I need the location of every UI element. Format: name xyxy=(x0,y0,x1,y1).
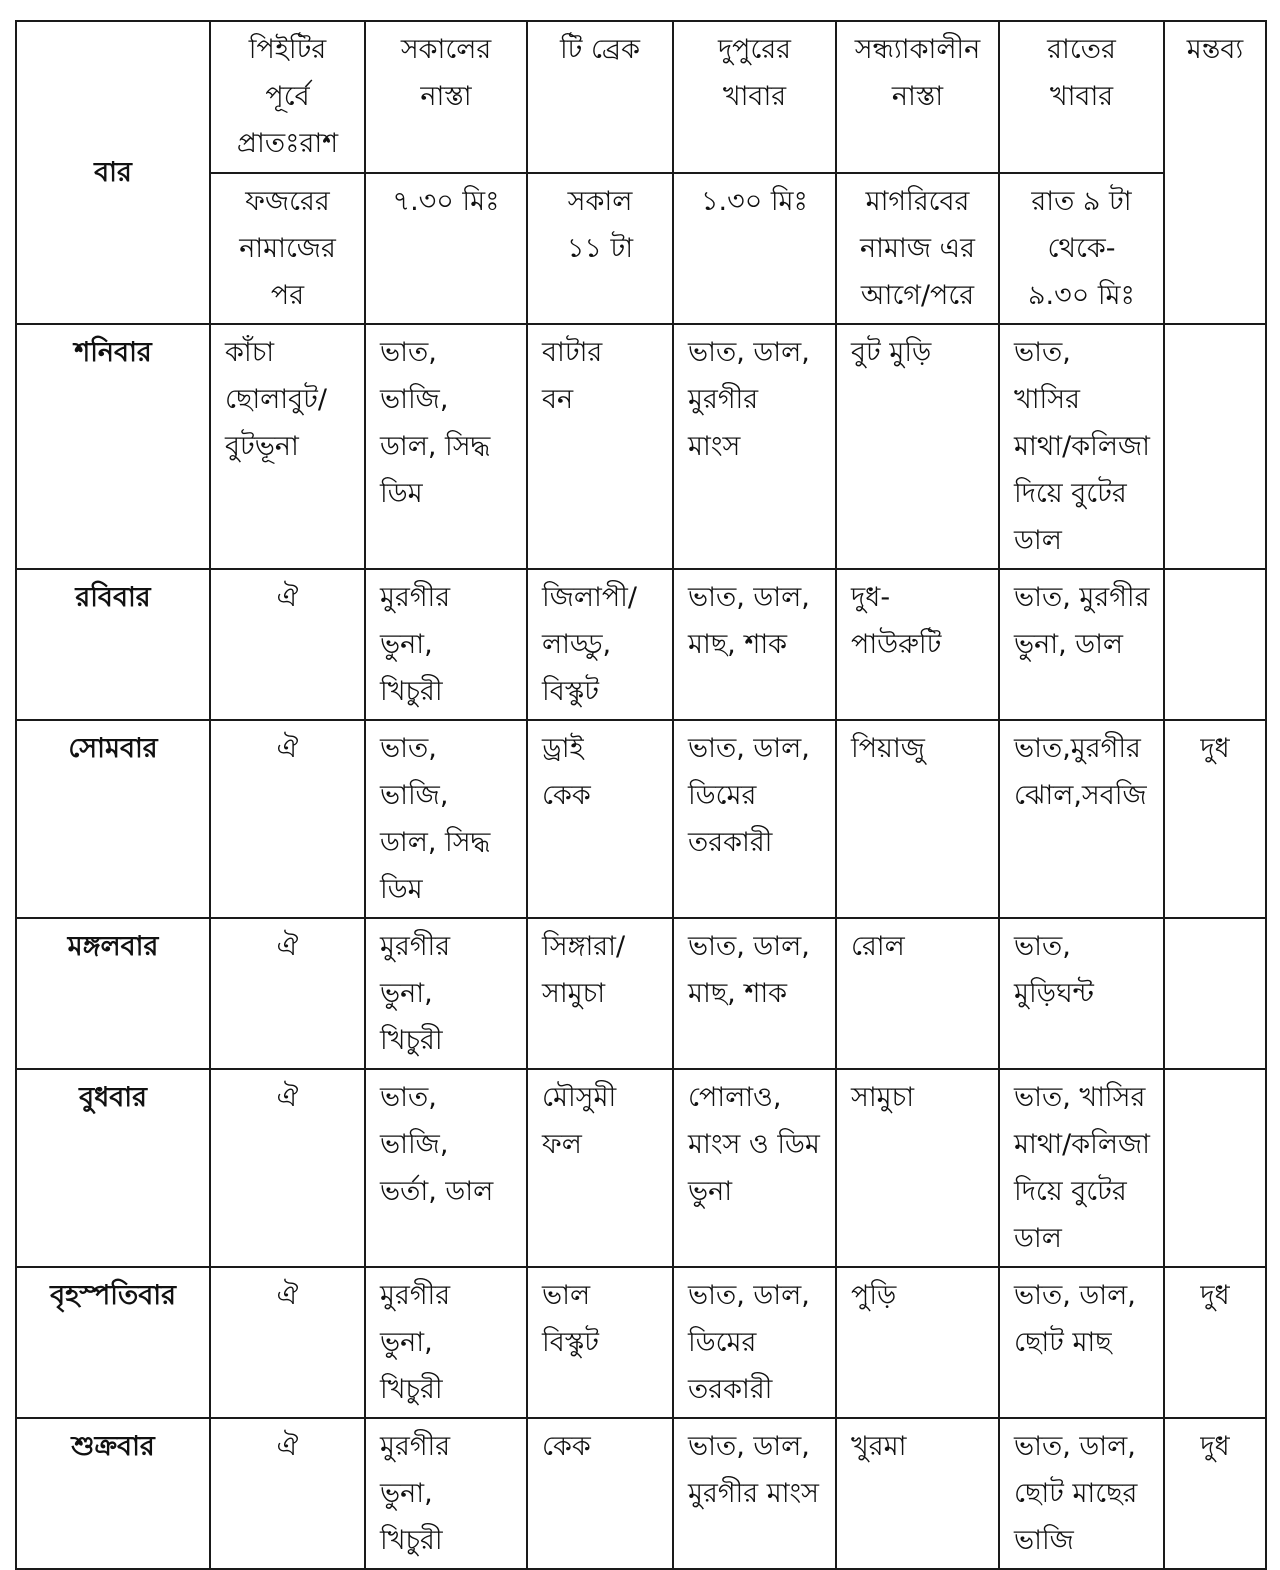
cell-text-line: বিস্কুট xyxy=(542,1327,599,1358)
cell-text-line: খাসির xyxy=(1014,384,1080,415)
cell-text-line: ভুনা, xyxy=(380,1327,433,1358)
cell-text-line: লাড্ডু, xyxy=(542,629,612,660)
cell-text-line: ভাত, ডাল, xyxy=(688,1280,810,1311)
cell-text-line: কেক xyxy=(542,1431,591,1462)
meal-cell-lunch xyxy=(673,720,836,918)
cell-text-line: ডাল xyxy=(1014,1223,1062,1254)
meal-cell-pre-pt-breakfast xyxy=(210,324,365,569)
cell-text-line: ভাত, ডাল, xyxy=(688,1431,810,1462)
cell-text-line: ঐ xyxy=(276,1280,299,1311)
cell-text-line: ভাজি xyxy=(1014,1525,1074,1556)
cell-text-line: দিয়ে বুটের xyxy=(1014,1176,1127,1207)
cell-text-line: থেকে- xyxy=(1047,233,1116,264)
cell-text-line: ভাত, xyxy=(380,337,437,368)
meal-cell-morning-snack xyxy=(365,720,527,918)
meal-cell-morning-snack xyxy=(365,1267,527,1418)
cell-text-line: ঐ xyxy=(276,1082,299,1113)
cell-text-line: ভাত,মুরগীর xyxy=(1014,733,1141,764)
cell-text-line: ভাত, xyxy=(1014,337,1071,368)
cell-text-line: মৌসুমী xyxy=(542,1082,617,1113)
cell-text-line: ঐ xyxy=(276,733,299,764)
cell-text-line: ১১ টা xyxy=(566,233,634,264)
meal-cell-dinner xyxy=(999,569,1164,720)
meal-cell-lunch xyxy=(673,569,836,720)
cell-text-line: মুরগীর xyxy=(380,582,451,613)
cell-text-line: মাছ, শাক xyxy=(688,629,788,660)
day-name-cell: শুক্রবার xyxy=(16,1418,210,1569)
meal-cell-dinner xyxy=(999,1267,1164,1418)
cell-text-line: খিচুরী xyxy=(380,1374,443,1405)
header-row-titles xyxy=(16,21,1266,173)
cell-text-line: খুরমা xyxy=(851,1431,907,1462)
column-time-morning-snack xyxy=(365,173,527,324)
cell-text-line: রাত ৯ টা xyxy=(1031,186,1132,217)
meal-cell-tea-break xyxy=(527,918,673,1069)
table-row xyxy=(16,720,1266,918)
meal-cell-morning-snack xyxy=(365,1069,527,1267)
cell-text-line: ভুনা, ডাল xyxy=(1014,629,1124,660)
meal-cell-dinner xyxy=(999,324,1164,569)
cell-text-line: মুরগীর মাংস xyxy=(688,1478,819,1509)
cell-text-line: মাছ, শাক xyxy=(688,978,788,1009)
column-time-evening-snack xyxy=(836,173,999,324)
cell-text-line: মুড়িঘন্ট xyxy=(1014,978,1094,1009)
column-header-morning-snack xyxy=(365,21,527,173)
cell-text-line: সামুচা xyxy=(542,978,606,1009)
cell-text-line: নামাজ এর xyxy=(860,233,975,264)
cell-text-line: ঐ xyxy=(276,582,299,613)
cell-text-line: ছোট মাছের xyxy=(1014,1478,1138,1509)
meal-cell-evening-snack xyxy=(836,1267,999,1418)
column-header-evening-snack xyxy=(836,21,999,173)
cell-text-line: খিচুরী xyxy=(380,1525,443,1556)
cell-text-line: খাবার xyxy=(722,81,787,112)
cell-text-line: জিলাপী/ xyxy=(542,582,637,613)
meal-cell-dinner xyxy=(999,1069,1164,1267)
cell-text-line: পর xyxy=(270,280,305,311)
cell-text-line: ভাত, খাসির xyxy=(1014,1082,1146,1113)
cell-text-line: পুড়ি xyxy=(851,1280,897,1311)
cell-text-line: পোলাও, xyxy=(688,1082,782,1113)
cell-text-line: ভাজি, xyxy=(380,780,449,811)
day-column-header: বার xyxy=(16,21,210,324)
cell-text-line: পিইটির xyxy=(248,34,327,65)
cell-text-line: মাংস xyxy=(688,431,741,462)
cell-text-line: ভাজি, xyxy=(380,1129,449,1160)
remark-cell xyxy=(1164,324,1266,569)
cell-text-line: মাগরিবের xyxy=(865,186,970,217)
cell-text-line: ছোট মাছ xyxy=(1014,1327,1112,1358)
weekly-meal-table xyxy=(15,20,1267,1570)
cell-text-line: ভুনা, xyxy=(380,629,433,660)
cell-text-line: ড্রাই xyxy=(542,733,584,764)
column-header-dinner xyxy=(999,21,1164,173)
meal-cell-dinner xyxy=(999,918,1164,1069)
cell-text-line: ভাত, ডাল, xyxy=(1014,1280,1136,1311)
cell-text-line: খিচুরী xyxy=(380,676,443,707)
meal-cell-dinner xyxy=(999,720,1164,918)
cell-text-line: ভাত, ডাল, xyxy=(688,733,810,764)
remark-cell xyxy=(1164,918,1266,1069)
cell-text-line: ভাল xyxy=(542,1280,591,1311)
meal-cell-tea-break xyxy=(527,324,673,569)
table-row xyxy=(16,1418,1266,1569)
meal-cell-pre-pt-breakfast xyxy=(210,1267,365,1418)
meal-cell-dinner xyxy=(999,1418,1164,1569)
day-name-cell: সোমবার xyxy=(16,720,210,918)
cell-text-line: বন xyxy=(542,384,574,415)
column-time-pre-pt-breakfast xyxy=(210,173,365,324)
cell-text-line: নাস্তা xyxy=(420,81,472,112)
cell-text-line: ডিমের xyxy=(688,1327,757,1358)
cell-text-line: ভাত, ডাল, xyxy=(688,931,810,962)
cell-text-line: ভাত, মুরগীর xyxy=(1014,582,1150,613)
cell-text-line: রাতের xyxy=(1047,34,1116,65)
table-row xyxy=(16,1267,1266,1418)
cell-text-line: ডাল xyxy=(1014,525,1062,556)
meal-cell-morning-snack xyxy=(365,324,527,569)
cell-text-line: ডাল, সিদ্ধ xyxy=(380,827,491,858)
cell-text-line: দিয়ে বুটের xyxy=(1014,478,1127,509)
cell-text-line: তরকারী xyxy=(688,1374,773,1405)
cell-text-line: ভাত, xyxy=(1014,931,1071,962)
cell-text-line: ভাত, ডাল, xyxy=(688,582,810,613)
day-name-cell: রবিবার xyxy=(16,569,210,720)
cell-text-line: টি ব্রেক xyxy=(559,34,641,65)
cell-text-line: পূর্বে xyxy=(265,81,310,112)
cell-text-line: মুরগীর xyxy=(380,931,451,962)
cell-text-line: মাথা/কলিজা xyxy=(1014,431,1150,462)
cell-text-line: প্রাতঃরাশ xyxy=(236,128,339,159)
cell-text-line: তরকারী xyxy=(688,827,773,858)
remark-cell: দুধ xyxy=(1164,1267,1266,1418)
cell-text-line: খাবার xyxy=(1049,81,1114,112)
cell-text-line: বুট মুড়ি xyxy=(851,337,932,368)
day-name-cell: শনিবার xyxy=(16,324,210,569)
column-header-lunch xyxy=(673,21,836,173)
cell-text-line: ঐ xyxy=(276,931,299,962)
cell-text-line: ডিমের xyxy=(688,780,757,811)
cell-text-line: মাংস ও ডিম xyxy=(688,1129,820,1160)
cell-text-line: ঐ xyxy=(276,1431,299,1462)
meal-cell-pre-pt-breakfast xyxy=(210,918,365,1069)
day-name-cell: বৃহস্পতিবার xyxy=(16,1267,210,1418)
meal-cell-evening-snack xyxy=(836,1069,999,1267)
cell-text-line: ফজরের xyxy=(245,186,330,217)
meal-cell-pre-pt-breakfast xyxy=(210,720,365,918)
meal-cell-evening-snack xyxy=(836,720,999,918)
cell-text-line: ভুনা, xyxy=(380,1478,433,1509)
cell-text-line: ভাত, ডাল, xyxy=(1014,1431,1136,1462)
cell-text-line: ৭.৩০ মিঃ xyxy=(392,186,500,217)
meal-cell-pre-pt-breakfast xyxy=(210,569,365,720)
meal-cell-morning-snack xyxy=(365,569,527,720)
table-row xyxy=(16,569,1266,720)
day-name-cell: বুধবার xyxy=(16,1069,210,1267)
cell-text-line: সন্ধ্যাকালীন xyxy=(854,34,981,65)
cell-text-line: সিঙ্গারা/ xyxy=(542,931,626,962)
cell-text-line: বাটার xyxy=(542,337,603,368)
cell-text-line: ভাজি, xyxy=(380,384,449,415)
cell-text-line: ডিম xyxy=(380,478,423,509)
cell-text-line: কেক xyxy=(542,780,591,811)
meal-cell-pre-pt-breakfast xyxy=(210,1418,365,1569)
meal-cell-tea-break xyxy=(527,1267,673,1418)
cell-text-line: দুধ- xyxy=(851,582,891,613)
cell-text-line: নাস্তা xyxy=(891,81,944,112)
cell-text-line: সকালের xyxy=(400,34,492,65)
meal-cell-lunch xyxy=(673,1418,836,1569)
cell-text-line: দুপুরের xyxy=(717,34,792,65)
column-time-tea-break xyxy=(527,173,673,324)
cell-text-line: সকাল xyxy=(567,186,633,217)
remark-cell: দুধ xyxy=(1164,1418,1266,1569)
table-row xyxy=(16,324,1266,569)
meal-cell-lunch xyxy=(673,918,836,1069)
cell-text-line: মাথা/কলিজা xyxy=(1014,1129,1150,1160)
cell-text-line: আগে/পরে xyxy=(860,280,975,311)
meal-cell-tea-break xyxy=(527,569,673,720)
remark-cell xyxy=(1164,569,1266,720)
cell-text-line: মুরগীর xyxy=(380,1280,451,1311)
cell-text-line: ফল xyxy=(542,1129,582,1160)
cell-text-line: ভাত, xyxy=(380,1082,437,1113)
meal-cell-lunch xyxy=(673,1069,836,1267)
meal-cell-lunch xyxy=(673,1267,836,1418)
meal-cell-evening-snack xyxy=(836,918,999,1069)
remark-cell xyxy=(1164,1069,1266,1267)
cell-text-line: বুটভূনা xyxy=(225,431,299,462)
column-header-tea-break xyxy=(527,21,673,173)
cell-text-line: ভর্তা, ডাল xyxy=(380,1176,494,1207)
meal-cell-tea-break xyxy=(527,1418,673,1569)
cell-text-line: ঝোল,সবজি xyxy=(1014,780,1147,811)
meal-cell-pre-pt-breakfast xyxy=(210,1069,365,1267)
column-time-lunch xyxy=(673,173,836,324)
meal-cell-lunch xyxy=(673,324,836,569)
meal-cell-evening-snack xyxy=(836,569,999,720)
column-header-pre-pt-breakfast xyxy=(210,21,365,173)
table-row xyxy=(16,1069,1266,1267)
remarks-column-header: মন্তব্য xyxy=(1164,21,1266,324)
cell-text-line: ভাত, xyxy=(380,733,437,764)
meal-cell-morning-snack xyxy=(365,1418,527,1569)
cell-text-line: ছোলাবুট/ xyxy=(225,384,327,415)
cell-text-line: ডিম xyxy=(380,874,423,905)
cell-text-line: ৯.৩০ মিঃ xyxy=(1028,280,1135,311)
cell-text-line: ভাত, ডাল, xyxy=(688,337,810,368)
cell-text-line: ভুনা xyxy=(688,1176,733,1207)
cell-text-line: ১.৩০ মিঃ xyxy=(701,186,808,217)
meal-cell-morning-snack xyxy=(365,918,527,1069)
cell-text-line: পাউরুটি xyxy=(851,629,942,660)
cell-text-line: খিচুরী xyxy=(380,1025,443,1056)
table-row xyxy=(16,918,1266,1069)
cell-text-line: মুরগীর xyxy=(380,1431,451,1462)
cell-text-line: বিস্কুট xyxy=(542,676,599,707)
meal-schedule-sheet xyxy=(15,20,1265,1570)
cell-text-line: ডাল, সিদ্ধ xyxy=(380,431,491,462)
cell-text-line: নামাজের xyxy=(239,233,336,264)
remark-cell: দুধ xyxy=(1164,720,1266,918)
meal-cell-evening-snack xyxy=(836,1418,999,1569)
meal-cell-evening-snack xyxy=(836,324,999,569)
cell-text-line: মুরগীর xyxy=(688,384,759,415)
cell-text-line: সামুচা xyxy=(851,1082,915,1113)
column-time-dinner xyxy=(999,173,1164,324)
cell-text-line: কাঁচা xyxy=(225,337,275,368)
meal-cell-tea-break xyxy=(527,1069,673,1267)
meal-cell-tea-break xyxy=(527,720,673,918)
cell-text-line: রোল xyxy=(851,931,905,962)
cell-text-line: পিয়াজু xyxy=(851,733,925,764)
cell-text-line: ভুনা, xyxy=(380,978,433,1009)
day-name-cell: মঙ্গলবার xyxy=(16,918,210,1069)
